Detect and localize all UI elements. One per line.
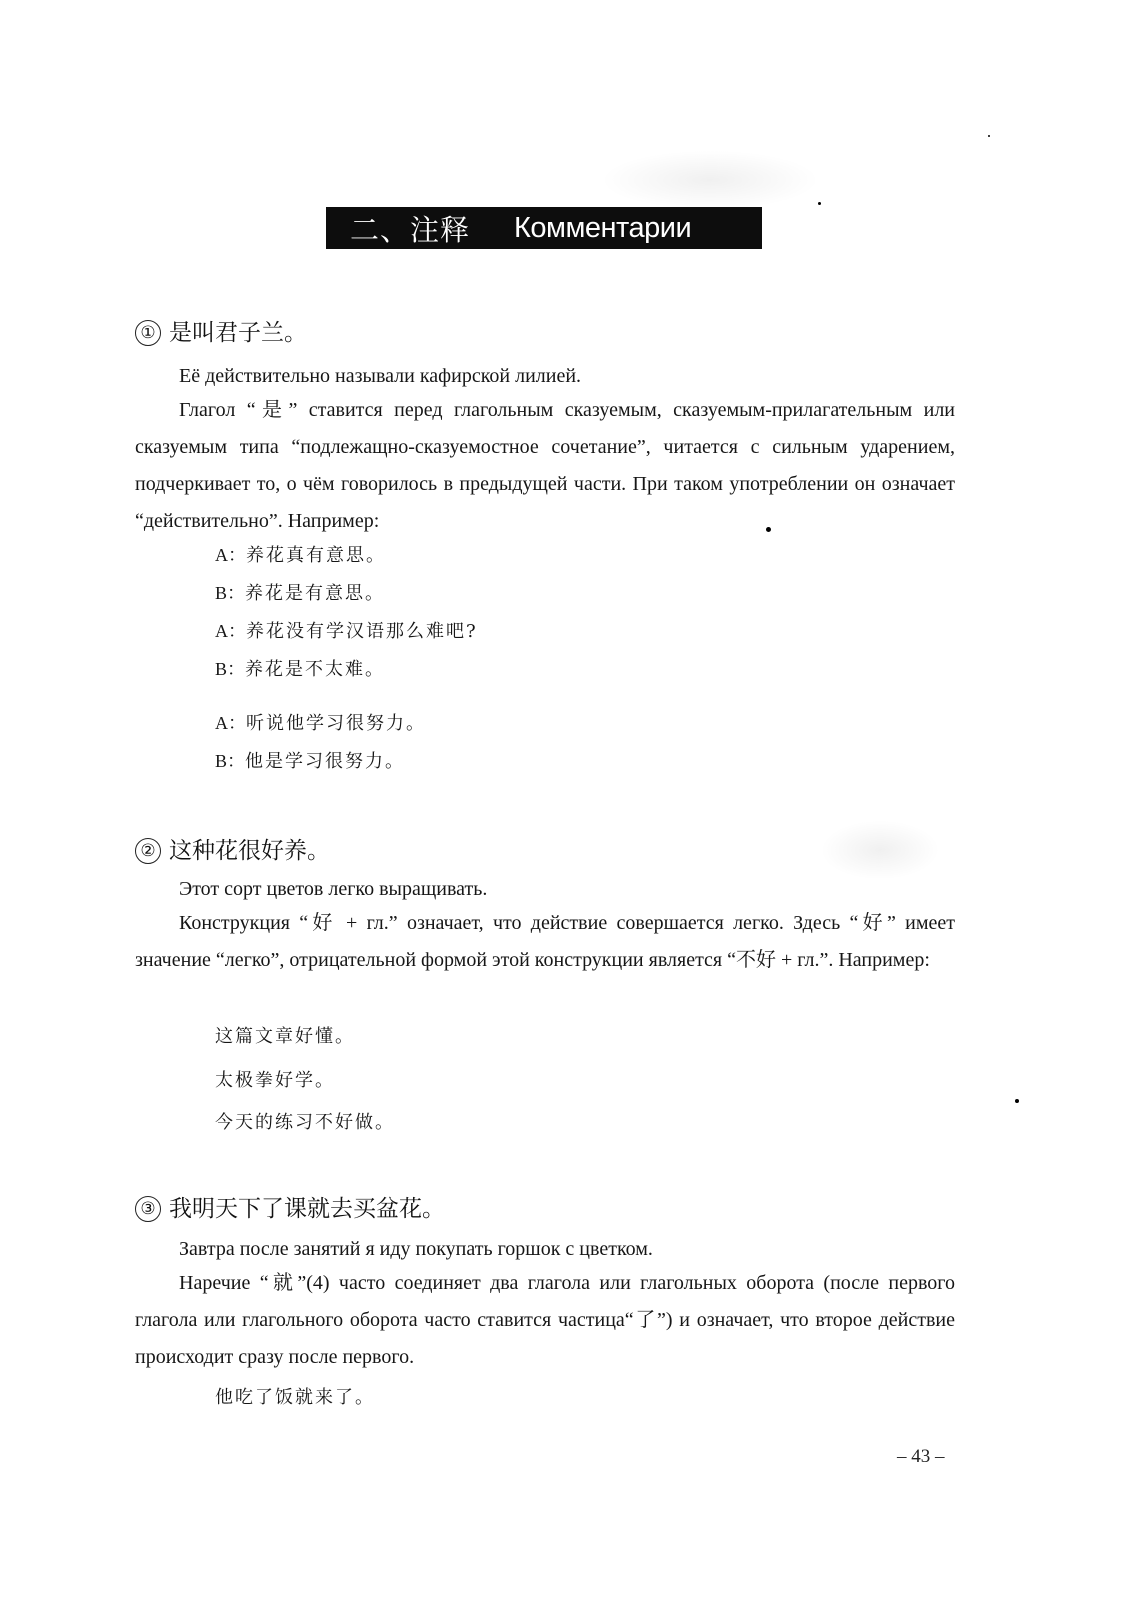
scan-speck	[1015, 1099, 1019, 1103]
note-2-example-1: 这篇文章好懂。	[215, 1026, 355, 1047]
example-speaker: A：	[215, 713, 246, 733]
example-speaker: B：	[215, 751, 246, 771]
scan-speck	[988, 135, 990, 137]
note-2-explanation: Конструкция “好 + гл.” означает, что действие совершается легко. Здесь “好” имеет значение “легко”, отрицательной формой этой конструкции является “不好 + гл.”. Например:	[135, 912, 955, 971]
note-3-translation: Завтра после занятий я иду покупать горшок с цветком.	[179, 1238, 653, 1260]
note-1-example-2	[215, 579, 385, 605]
example-text: 养花是不太难。	[245, 659, 386, 680]
scan-haze	[820, 820, 940, 880]
note-1-heading	[135, 314, 307, 347]
note-1-example-6	[215, 747, 405, 773]
note-1-number: ①	[135, 320, 161, 346]
section-header	[326, 207, 762, 249]
section-header-russian: Комментарии	[514, 211, 692, 244]
page-number: – 43 –	[897, 1446, 945, 1467]
note-1-example-4	[215, 655, 385, 681]
example-text: 养花真有意思。	[246, 545, 386, 566]
example-speaker: B：	[215, 659, 246, 679]
note-3-example-1: 他吃了饭就来了。	[215, 1387, 375, 1408]
note-1-title: 是叫君子兰。	[169, 320, 307, 346]
note-1-explanation: Глагол “是” ставится перед глагольным сказуемым, сказуемым-прилагательным или сказуемым типа “подлежащно-сказуемостное сочетание”, читается с сильным ударением, подчеркивает то, о чём говорилось в предыдущей части. При таком употреблении он означает “действительно”. Например:	[135, 399, 955, 532]
note-3-explanation: Наречие “就”(4) часто соединяет два глагола или глагольных оборота (после первого глагола или глагольного оборота часто ставится частица“了”) и означает, что второе действие происходит сразу после первого.	[135, 1272, 955, 1368]
note-3-title: 我明天下了课就去买盆花。	[169, 1196, 445, 1222]
note-2-title: 这种花很好养。	[169, 838, 330, 864]
note-2-example-3: 今天的练习不好做。	[215, 1112, 395, 1133]
note-2-number: ②	[135, 838, 161, 864]
section-header-chinese: 二、注释	[350, 212, 471, 247]
example-speaker: A：	[215, 621, 246, 641]
note-2-example-2: 太极拳好学。	[215, 1070, 335, 1091]
example-text: 养花是有意思。	[245, 583, 386, 604]
note-1-translation: Её действительно называли кафирской лилией.	[179, 365, 582, 387]
example-text: 养花没有学汉语那么难吧?	[246, 621, 478, 642]
example-speaker: B：	[215, 583, 246, 603]
note-2-translation: Этот сорт цветов легко выращивать.	[179, 878, 488, 900]
example-text: 他是学习很努力。	[245, 751, 406, 772]
note-3-heading	[135, 1190, 445, 1223]
note-1-example-3	[215, 617, 478, 643]
scan-haze	[600, 150, 820, 210]
note-1-example-1	[215, 541, 386, 567]
example-speaker: A：	[215, 545, 246, 565]
note-2-heading	[135, 832, 330, 865]
example-text: 听说他学习很努力。	[246, 713, 426, 734]
note-1-example-5	[215, 709, 426, 735]
note-3-number: ③	[135, 1196, 161, 1222]
scan-speck	[766, 527, 771, 532]
